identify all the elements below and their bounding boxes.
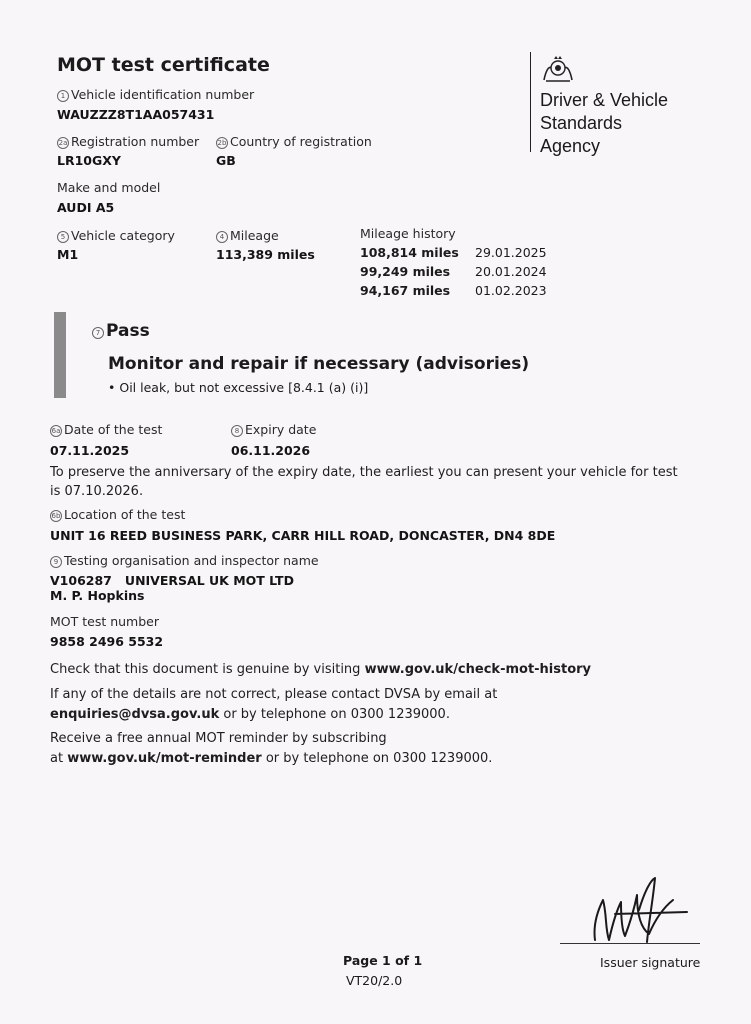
signature-line	[560, 943, 700, 944]
royal-crest-icon	[538, 54, 578, 90]
result-status: 7 Pass	[92, 321, 150, 341]
field-number: 8	[231, 425, 243, 437]
country-value: GB	[216, 153, 236, 168]
tester-organisation: V106287 UNIVERSAL UK MOT LTD	[50, 573, 294, 588]
history-miles: 94,167 miles	[360, 283, 451, 298]
make-model-value: AUDI A5	[57, 200, 115, 215]
mileage-value: 113,389 miles	[216, 247, 315, 262]
advisory-item: • Oil leak, but not excessive [8.4.1 (a) (i)]	[108, 380, 369, 395]
result-bar	[54, 312, 66, 398]
category-value: M1	[57, 247, 79, 262]
agency-line-1: Driver & Vehicle	[540, 90, 669, 110]
field-number: 1	[57, 90, 69, 102]
page-number: Page 1 of 1	[343, 953, 423, 968]
form-code: VT20/2.0	[346, 973, 403, 988]
expiry-note: To preserve the anniversary of the expiry date, the earliest you can present your vehicle for test is 07.10.2026.	[50, 465, 678, 499]
vin-label: 1 Vehicle identification number	[57, 87, 254, 102]
location-value: UNIT 16 REED BUSINESS PARK, CARR HILL ROAD, DONCASTER, DN4 8DE	[50, 528, 556, 543]
history-date: 20.01.2024	[475, 264, 547, 279]
agency-divider	[530, 52, 531, 152]
tester-label: 9 Testing organisation and inspector name	[50, 553, 319, 568]
page-title: MOT test certificate	[57, 54, 270, 76]
mileage-label: 4 Mileage	[216, 228, 279, 243]
vin-value: WAUZZZ8T1AA057431	[57, 107, 215, 122]
mileage-history-label: Mileage history	[360, 226, 456, 241]
field-number: 7	[92, 327, 104, 339]
registration-value: LR10GXY	[57, 153, 121, 168]
reminder-link[interactable]: www.gov.uk/mot-reminder	[67, 751, 262, 766]
country-label: 2b Country of registration	[217, 134, 372, 149]
field-number: 6a	[51, 427, 61, 435]
contact-line-1: If any of the details are not correct, please contact DVSA by email at	[50, 687, 498, 702]
agency-name	[540, 89, 668, 158]
history-miles: 108,814 miles	[360, 245, 459, 260]
registration-label: 2a Registration number	[58, 134, 200, 149]
field-number: 6b	[51, 512, 61, 520]
category-label: 5 Vehicle category	[57, 228, 175, 243]
reminder-line-2: at www.gov.uk/mot-reminder or by telephone on 0300 1239000.	[50, 751, 493, 766]
check-genuine-text: Check that this document is genuine by visiting www.gov.uk/check-mot-history	[50, 662, 592, 677]
contact-email-link[interactable]: enquiries@dvsa.gov.uk	[50, 707, 220, 722]
history-date: 29.01.2025	[475, 245, 547, 260]
mileage-history-list	[360, 245, 560, 305]
test-number-value: 9858 2496 5532	[50, 634, 164, 649]
test-date-label: 6a Date of the test	[51, 422, 163, 437]
expiry-date-label: 8 Expiry date	[231, 422, 316, 437]
expiry-date-value: 06.11.2026	[231, 443, 311, 458]
advisory-heading: Monitor and repair if necessary (advisories)	[108, 354, 530, 374]
field-number: 5	[57, 231, 69, 243]
field-number: 2b	[217, 139, 227, 147]
contact-line-2: enquiries@dvsa.gov.uk or by telephone on 0300 1239000.	[50, 707, 450, 722]
location-label: 6b Location of the test	[51, 507, 186, 522]
signature-label: Issuer signature	[600, 955, 701, 970]
reminder-line-1: Receive a free annual MOT reminder by subscribing	[50, 731, 387, 746]
inspector-name: M. P. Hopkins	[50, 588, 145, 603]
field-number: 2a	[58, 139, 68, 147]
make-model-label: Make and model	[57, 180, 161, 195]
history-miles: 99,249 miles	[360, 264, 451, 279]
check-mot-link[interactable]: www.gov.uk/check-mot-history	[364, 662, 592, 677]
agency-line-3: Agency	[540, 136, 601, 156]
field-number: 9	[50, 556, 62, 568]
field-number: 4	[216, 231, 228, 243]
test-number-label: MOT test number	[50, 614, 159, 629]
agency-line-2: Standards	[540, 113, 623, 133]
history-date: 01.02.2023	[475, 283, 547, 298]
handwritten-signature	[575, 870, 705, 954]
test-date-value: 07.11.2025	[50, 443, 130, 458]
